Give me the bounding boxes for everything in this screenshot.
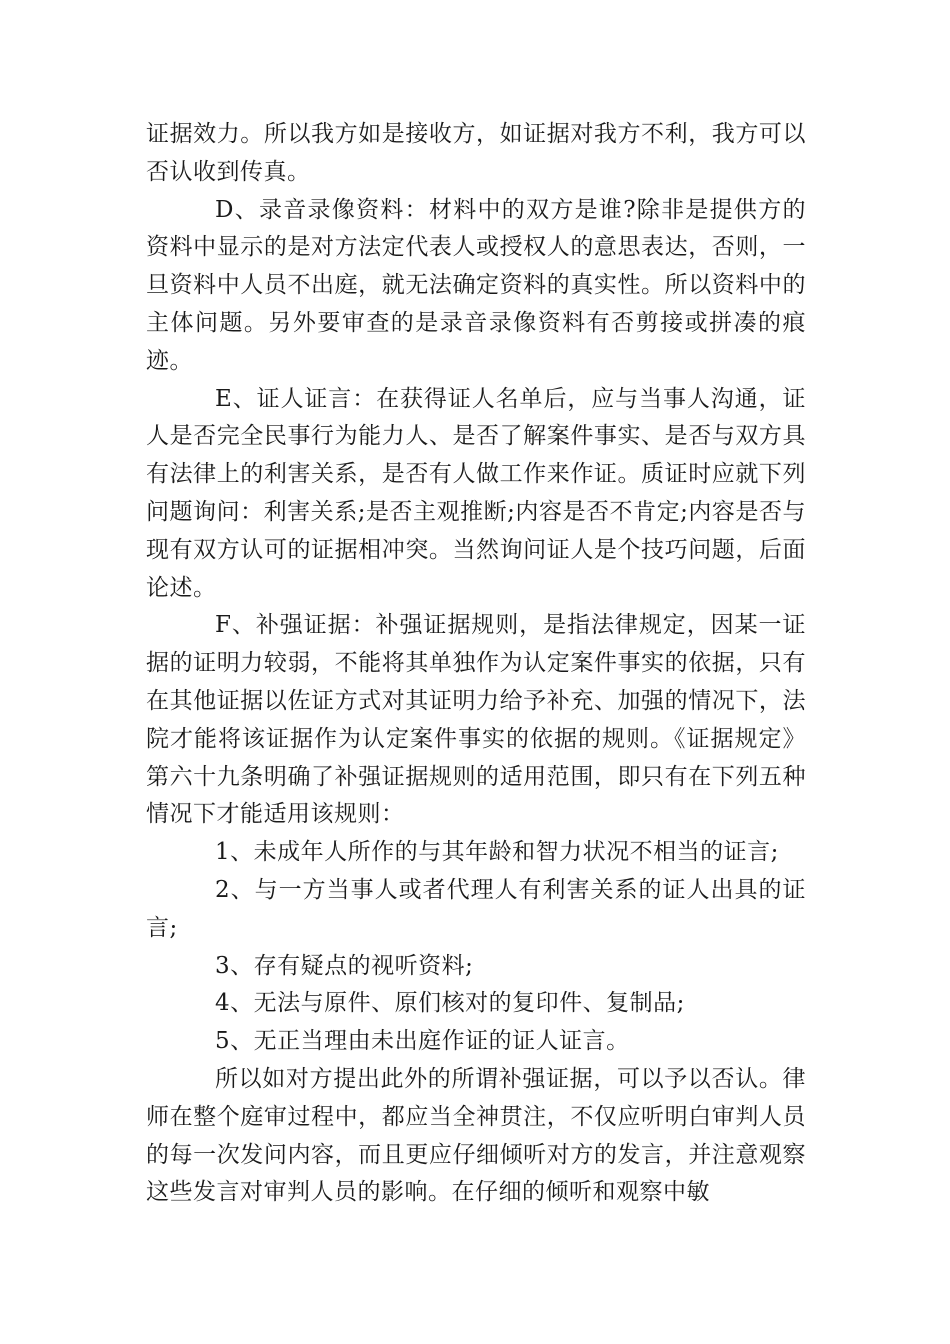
paragraph-audio-video-evidence: D、录音录像资料：材料中的双方是谁?除非是提供方的资料中显示的是对方法定代表人或授权人的意思表达，否则，一旦资料中人员不出庭，就无法确定资料的真实性。所以资料中的主体问题。另外要审查的是录音录像资料有否剪接或拼凑的痕迹。: [146, 196, 806, 374]
list-item-3: 3、存有疑点的视听资料;: [215, 952, 474, 979]
list-item-2: 2、与一方当事人或者代理人有利害关系的证人出具的证言;: [146, 876, 806, 941]
paragraph-fax-evidence: 证据效力。所以我方如是接收方，如证据对我方不利，我方可以否认收到传真。: [146, 121, 806, 185]
paragraph-witness-testimony: E、证人证言：在获得证人名单后，应与当事人沟通，证人是否完全民事行为能力人、是否了解案件事实、是否与双方具有法律上的利害关系，是否有人做工作来作证。质证时应就下列问题询问：利害关系;是否主观推断;内容是否不肯定;内容是否与现有双方认可的证据相冲突。当然询问证人是个技巧问题，后面论述。: [146, 385, 806, 601]
paragraph-corroborating-evidence: F、补强证据：补强证据规则，是指法律规定，因某一证据的证明力较弱，不能将其单独作为认定案件事实的依据，只有在其他证据以佐证方式对其证明力给予补充、加强的情况下，法院才能将该证据作为认定案件事实的依据的规则。《证据规定》第六十九条明确了补强证据规则的适用范围，即只有在下列五种情况下才能适用该规则：: [146, 612, 806, 828]
list-item-4: 4、无法与原件、原们核对的复印件、复制品;: [215, 990, 685, 1017]
list-item-1: 1、未成年人所作的与其年龄和智力状况不相当的证言;: [215, 839, 779, 866]
list-item-5: 5、无正当理由未出庭作证的证人证言。: [215, 1028, 630, 1055]
paragraph-lawyer-attention: 所以如对方提出此外的所谓补强证据，可以予以否认。律师在整个庭审过程中，都应当全神贯注，不仅应听明白审判人员的每一次发问内容，而且更应仔细倾听对方的发言，并注意观察这些发言对审判人员的影响。在仔细的倾听和观察中敏: [146, 1065, 806, 1206]
document-body: [146, 116, 806, 1212]
